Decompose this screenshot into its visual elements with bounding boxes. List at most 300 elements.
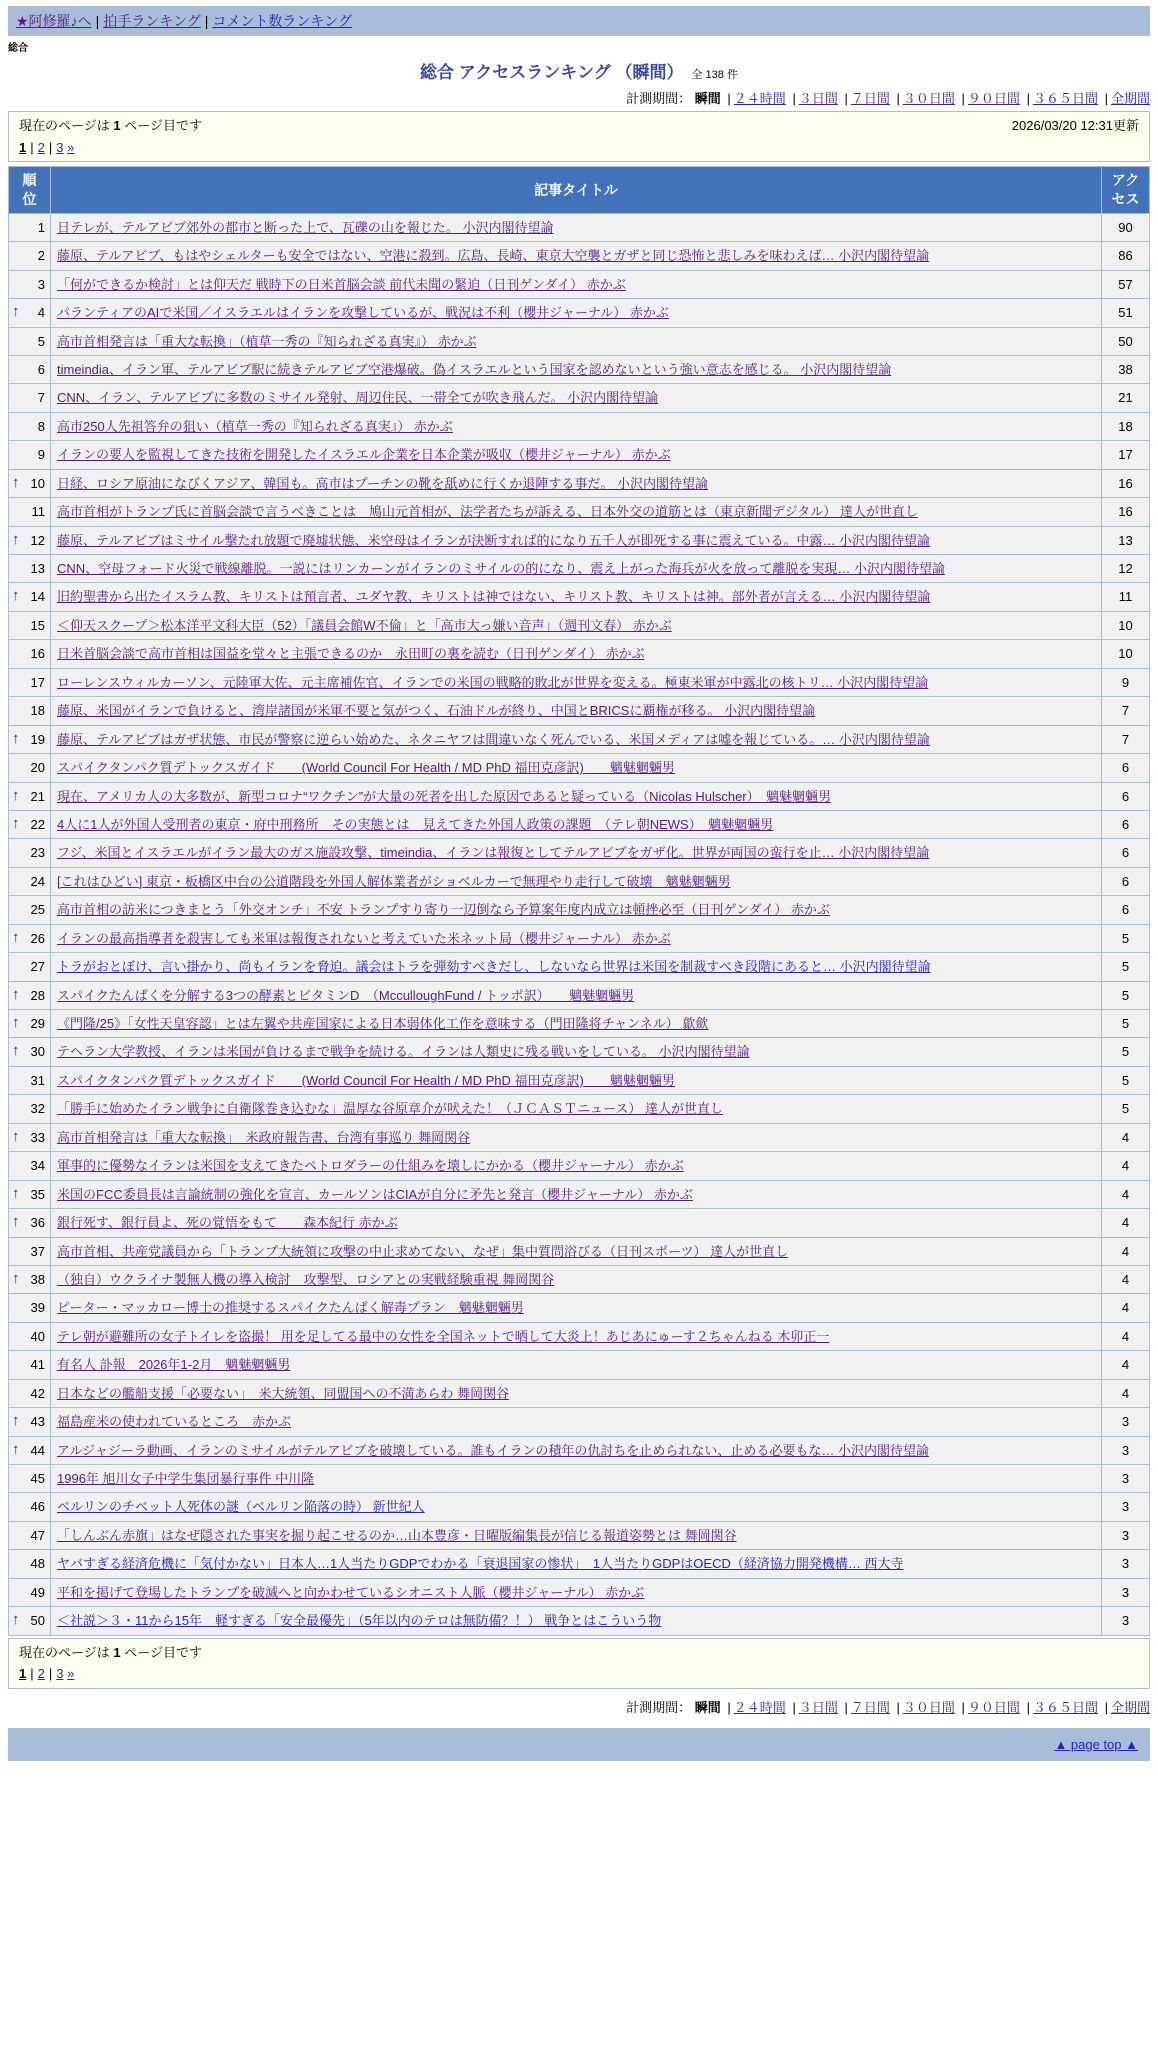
article-title-link[interactable]: 高市首相、共産党議員から「トランプ大統領に攻撃の中止求めてない、なぜ」集中質問浴びる（日刊スポーツ） 達人が世直し — [57, 1243, 789, 1259]
article-title-cell — [51, 213, 1102, 241]
topnav-link-clap-ranking[interactable]: 拍手ランキング — [103, 13, 201, 29]
rank-number: 10 — [30, 475, 45, 491]
rank-cell — [9, 1180, 51, 1208]
article-title-link[interactable]: 日米首脳会談で高市首相は国益を堂々と主張できるのか 永田町の裏を読む（日刊ゲンダイ） 赤かぶ — [57, 646, 645, 662]
rank-cell — [9, 839, 51, 867]
page-link-3[interactable]: 3 — [56, 139, 64, 155]
ranking-row — [9, 1493, 1150, 1521]
rank-cell — [9, 1465, 51, 1493]
rank-up-arrow-icon: ↑ — [12, 786, 20, 804]
article-title-link[interactable]: 藤原、テルアビブはガザ状態、市民が警察に逆らい始めた、ネタニヤフは間違いなく死んでいる、米国メディアは嘘を報じている。… 小沢内閣待望論 — [57, 731, 930, 747]
ranking-row — [9, 441, 1150, 469]
rank-cell — [9, 810, 51, 838]
article-title-link[interactable]: （独自）ウクライナ製無人機の導入検討 攻撃型、ロシアとの実戦経験重視 舞岡関谷 — [57, 1271, 555, 1287]
article-title-cell — [51, 924, 1102, 952]
topnav-separator: | — [204, 13, 209, 29]
article-title-link[interactable]: 高市250人先祖答弁の狙い（植草一秀の『知られざる真実』） 赤かぶ — [57, 418, 453, 434]
ranking-table-body — [9, 213, 1150, 1635]
article-title-cell — [51, 1465, 1102, 1493]
article-title-link[interactable]: 1996年 旭川女子中学生集団暴行事件 中川隆 — [57, 1471, 315, 1487]
ranking-row — [9, 640, 1150, 668]
ranking-row — [9, 867, 1150, 895]
article-title-link[interactable]: アルジャジーラ動画、イランのミサイルがテルアビブを破壊している。誰もイランの積年の仇討ちを止められない、止める必要もな… 小沢内閣待望論 — [57, 1442, 929, 1458]
period-current: 瞬間 — [694, 91, 721, 106]
article-title-link[interactable]: テレ朝が避難所の女子トイレを盗撮！ 用を足してる最中の女性を全国ネットで晒して大炎上！あじあにゅーす２ちゃんねる 木卯正一 — [57, 1328, 830, 1344]
ranking-row — [9, 611, 1150, 639]
period-option-365d[interactable]: ３６５日間 — [1032, 1699, 1098, 1715]
article-title-cell — [51, 697, 1102, 725]
ranking-row — [9, 782, 1150, 810]
article-title-cell — [51, 1294, 1102, 1322]
article-title-link[interactable]: 《門隆/25》「女性天皇容認」とは左翼や共産国家による日本弱体化工作を意味する（門田隆将チャンネル） 歙歛 — [57, 1016, 709, 1032]
rank-cell — [9, 924, 51, 952]
ranking-row — [9, 697, 1150, 725]
ranking-row — [9, 1294, 1150, 1322]
article-title-cell — [51, 810, 1102, 838]
access-count: 6 — [1102, 896, 1150, 924]
access-count: 11 — [1102, 583, 1150, 611]
ranking-row — [9, 498, 1150, 526]
rank-number: 45 — [30, 1471, 45, 1487]
period-option-24h[interactable]: ２４時間 — [733, 91, 786, 106]
article-title-link[interactable]: トラがおとぼけ、言い掛かり、尚もイランを脅迫。議会はトラを弾劾すべきだし、しないなら世界は米国を制裁すべき段階にあると… 小沢内閣待望論 — [57, 959, 931, 975]
article-title-link[interactable]: 日テレが、テルアビブ郊外の都市と断った上で、瓦礫の山を報じた。 小沢内閣待望論 — [57, 219, 554, 235]
ranking-row — [9, 355, 1150, 383]
rank-number: 30 — [30, 1044, 45, 1060]
ranking-table — [8, 166, 1150, 1636]
ranking-row — [9, 526, 1150, 554]
rank-number: 24 — [30, 873, 45, 889]
rank-cell — [9, 1578, 51, 1606]
article-title-cell — [51, 441, 1102, 469]
article-title-link[interactable]: 藤原、米国がイランで負けると、湾岸諸国が米軍不要と気がつく、石油ドルが終り、中国とBRICSに覇権が移る。 小沢内閣待望論 — [57, 703, 816, 719]
period-option-90d[interactable]: ９０日間 — [967, 1699, 1020, 1715]
article-title-cell — [51, 1123, 1102, 1151]
period-option-7d[interactable]: ７日間 — [850, 1699, 890, 1715]
ranking-row — [9, 555, 1150, 583]
article-title-link[interactable]: イランの要人を監視してきた技術を開発したイスラエル企業を日本企業が吸収（櫻井ジャーナル） 赤かぶ — [57, 447, 671, 463]
article-title-cell — [51, 1521, 1102, 1549]
period-option-30d[interactable]: ３０日間 — [902, 1699, 955, 1715]
article-title-cell — [51, 384, 1102, 412]
period-option-3d[interactable]: ３日間 — [798, 91, 838, 106]
rank-cell — [9, 981, 51, 1009]
rank-cell — [9, 1010, 51, 1038]
article-title-link[interactable]: 4人に1人が外国人受刑者の東京・府中刑務所 その実態とは 見えてきた外国人政策の課題 （テレ朝NEWS） 魑魅魍魎男 — [57, 816, 774, 832]
article-title-cell — [51, 839, 1102, 867]
rank-number: 9 — [37, 447, 45, 463]
period-current: 瞬間 — [694, 1699, 721, 1715]
ranking-row — [9, 1237, 1150, 1265]
rank-up-arrow-icon: ↑ — [12, 1213, 20, 1231]
access-count: 90 — [1102, 213, 1150, 241]
rank-number: 26 — [30, 930, 45, 946]
rank-up-arrow-icon: ↑ — [12, 1412, 20, 1430]
article-title-cell — [51, 469, 1102, 497]
ranking-row — [9, 1152, 1150, 1180]
access-column-header: アクセス — [1102, 167, 1150, 214]
article-title-link[interactable]: スパイクタンパク質デトックスガイド (World Council For Health / MD PhD 福田克彦訳) 魑魅魍魎男 — [57, 1072, 675, 1088]
table-header-row — [9, 167, 1150, 214]
article-title-link[interactable]: 高市首相発言は「重大な転換」（植草一秀の『知られざる真実』） 赤かぶ — [57, 333, 477, 349]
article-title-cell — [51, 981, 1102, 1009]
rank-cell — [9, 555, 51, 583]
rank-cell — [9, 611, 51, 639]
ranking-row — [9, 1521, 1150, 1549]
rank-cell — [9, 469, 51, 497]
rank-up-arrow-icon: ↑ — [12, 985, 20, 1003]
rank-number: 31 — [30, 1072, 45, 1088]
article-title-link[interactable]: 現在、アメリカ人の大多数が、新型コロナ“ワクチン”が大量の死者を出した原因であると疑っている（Nicolas Hulscher） 魑魅魍魎男 — [57, 788, 832, 804]
rank-cell — [9, 867, 51, 895]
article-title-cell — [51, 555, 1102, 583]
access-count: 6 — [1102, 754, 1150, 782]
ranking-row — [9, 1465, 1150, 1493]
access-count: 50 — [1102, 327, 1150, 355]
article-title-link[interactable]: イランの最高指導者を殺害しても米軍は報復されないと考えていた米ネット局（櫻井ジャーナル） 赤かぶ — [57, 930, 671, 946]
period-option-30d[interactable]: ３０日間 — [902, 91, 955, 106]
article-title-link[interactable]: 日経、ロシア原油になびくアジア、韓国も。高市はプーチンの靴を舐めに行くか退陣する事だ。 小沢内閣待望論 — [57, 475, 709, 491]
rank-number: 19 — [30, 731, 45, 747]
current-page-text: 現在のページは 1 ページ目です — [19, 118, 202, 133]
page-link-2[interactable]: 2 — [37, 1666, 45, 1682]
rank-number: 41 — [30, 1357, 45, 1373]
page-title: 総合 アクセスランキング （瞬間） — [420, 63, 684, 82]
access-count: 3 — [1102, 1408, 1150, 1436]
access-count: 6 — [1102, 839, 1150, 867]
rank-number: 1 — [37, 219, 45, 235]
topnav-link-comment-ranking[interactable]: コメント数ランキング — [212, 13, 353, 29]
rank-cell — [9, 1351, 51, 1379]
rank-number: 4 — [37, 305, 45, 321]
article-title-cell — [51, 412, 1102, 440]
rank-up-arrow-icon: ↑ — [12, 928, 20, 946]
access-count: 3 — [1102, 1436, 1150, 1464]
article-title-link[interactable]: 高市首相の訪米につきまとう「外交オンチ」不安 トランプすり寄り一辺倒なら予算案年度内成立は頓挫必至（日刊ゲンダイ） 赤かぶ — [57, 902, 830, 918]
rank-number: 29 — [30, 1016, 45, 1032]
ranking-row — [9, 1038, 1150, 1066]
rank-number: 38 — [30, 1271, 45, 1287]
access-count: 4 — [1102, 1152, 1150, 1180]
article-title-link[interactable]: テヘラン大学教授、イランは米国が負けるまで戦争を続ける。イランは人類史に残る戦いをしている。 小沢内閣待望論 — [57, 1044, 750, 1060]
article-title-cell — [51, 1493, 1102, 1521]
ranking-row — [9, 1436, 1150, 1464]
ranking-row — [9, 981, 1150, 1009]
access-count: 18 — [1102, 412, 1150, 440]
rank-cell — [9, 1521, 51, 1549]
access-count: 7 — [1102, 697, 1150, 725]
page-link-1-current[interactable]: 1 — [19, 1666, 27, 1682]
rank-cell — [9, 441, 51, 469]
next-page-link[interactable]: » — [67, 139, 75, 155]
article-title-link[interactable]: 旧約聖書から出たイスラム教、キリストは預言者、ユダヤ教、キリストは神ではない、キリスト教、キリストは神。部外者が言える… 小沢内閣待望論 — [57, 589, 931, 605]
rank-number: 2 — [37, 248, 45, 264]
rank-cell — [9, 242, 51, 270]
pager-box-top — [8, 111, 1150, 162]
ranking-row — [9, 1010, 1150, 1038]
article-title-link[interactable]: ローレンスウィルカーソン、元陸軍大佐、元主席補佐官、イランでの米国の戦略的敗北が世界を変える。極東米軍が中露北の核トリ… 小沢内閣待望論 — [57, 674, 929, 690]
rank-cell — [9, 270, 51, 298]
period-label: 計測期間： — [626, 91, 692, 106]
article-title-link[interactable]: 日本などの艦船支援「必要ない」 米大統領、同盟国への不満あらわ 舞岡関谷 — [57, 1385, 510, 1401]
rank-number: 14 — [30, 589, 45, 605]
access-count: 5 — [1102, 924, 1150, 952]
period-option-all[interactable]: 全期間 — [1110, 1699, 1150, 1715]
article-title-cell — [51, 1436, 1102, 1464]
rank-cell — [9, 1066, 51, 1094]
ranking-row — [9, 1550, 1150, 1578]
article-title-link[interactable]: スパイクタンパク質デトックスガイド (World Council For Health / MD PhD 福田克彦訳) 魑魅魍魎男 — [57, 760, 675, 776]
rank-up-arrow-icon: ↑ — [12, 587, 20, 605]
access-count: 5 — [1102, 981, 1150, 1009]
article-title-link[interactable]: スパイクたんぱくを分解する3つの酵素とビタミンD （McculloughFund / トッポ訳） 魑魅魍魎男 — [57, 987, 635, 1003]
article-title-link[interactable]: 「勝手に始めたイラン戦争に自衛隊巻き込むな」温厚な谷原章介が吠えた！（ＪＣＡＳＴニュース） 達人が世直し — [57, 1101, 723, 1117]
rank-cell — [9, 640, 51, 668]
rank-cell — [9, 754, 51, 782]
ranking-row — [9, 1095, 1150, 1123]
article-title-link[interactable]: フジ、米国とイスラエルがイラン最大のガス施設攻撃、timeindia、イランは報復としてテルアビブをガザ化。世界が両国の蛮行を止… 小沢内閣待望論 — [57, 845, 930, 861]
article-title-link[interactable]: 福島産米の使われているところ 赤かぶ — [57, 1414, 292, 1430]
rank-cell — [9, 327, 51, 355]
access-count: 4 — [1102, 1351, 1150, 1379]
rank-cell — [9, 1436, 51, 1464]
ranking-row — [9, 327, 1150, 355]
article-title-cell — [51, 611, 1102, 639]
article-title-link[interactable]: ベルリンのチベット人死体の謎（ベルリン陥落の時） 新世紀人 — [57, 1499, 425, 1515]
article-title-link[interactable]: 銀行死す、銀行員よ、死の覚悟をもて 森本紀行 赤かぶ — [57, 1215, 398, 1231]
article-title-link[interactable]: ヤバすぎる経済危機に「気付かない」日本人…1人当たりGDPでわかる「衰退国家の惨状」 1人当たりGDPはOECD（経済協力開発機構… 西大寺 — [57, 1556, 904, 1572]
article-title-cell — [51, 1095, 1102, 1123]
access-count: 4 — [1102, 1322, 1150, 1350]
access-count: 4 — [1102, 1379, 1150, 1407]
article-title-cell — [51, 1550, 1102, 1578]
rank-cell — [9, 1152, 51, 1180]
rank-up-arrow-icon: ↑ — [12, 1042, 20, 1060]
rank-cell — [9, 412, 51, 440]
rank-number: 49 — [30, 1584, 45, 1600]
top-nav-bar — [8, 6, 1150, 36]
period-option-365d[interactable]: ３６５日間 — [1032, 91, 1098, 106]
article-title-cell — [51, 867, 1102, 895]
access-count: 86 — [1102, 242, 1150, 270]
article-title-link[interactable]: 「何ができるか検討」とは仰天だ 戦時下の日米首脳会談 前代未聞の緊迫（日刊ゲンダイ） 赤かぶ — [57, 276, 626, 292]
rank-cell — [9, 782, 51, 810]
rank-up-arrow-icon: ↑ — [12, 1440, 20, 1458]
access-count: 3 — [1102, 1578, 1150, 1606]
rank-cell — [9, 896, 51, 924]
access-count: 51 — [1102, 299, 1150, 327]
rank-cell — [9, 1493, 51, 1521]
rank-number: 17 — [30, 674, 45, 690]
article-title-cell — [51, 1607, 1102, 1635]
article-title-cell — [51, 1379, 1102, 1407]
article-title-link[interactable]: 平和を掲げて登場したトランプを破滅へと向かわせているシオニスト人脈（櫻井ジャーナル） 赤かぶ — [57, 1584, 645, 1600]
ranking-row — [9, 754, 1150, 782]
access-count: 4 — [1102, 1123, 1150, 1151]
rank-number: 46 — [30, 1499, 45, 1515]
article-title-cell — [51, 1578, 1102, 1606]
article-title-cell — [51, 1066, 1102, 1094]
pagination-bottom: 1 | 2 | 3 » — [19, 1666, 75, 1682]
bottom-bar — [8, 1728, 1150, 1761]
rank-cell — [9, 1550, 51, 1578]
page-link-1-current[interactable]: 1 — [19, 139, 27, 155]
ranking-row — [9, 1180, 1150, 1208]
article-title-link[interactable]: [これはひどい] 東京・板橋区中台の公道階段を外国人解体業者がショベルカーで無理やり走行して破壊 魑魅魍魎男 — [57, 873, 731, 889]
ranking-row — [9, 924, 1150, 952]
ranking-row — [9, 953, 1150, 981]
rank-number: 22 — [30, 816, 45, 832]
period-option-3d[interactable]: ３日間 — [798, 1699, 838, 1715]
article-title-cell — [51, 640, 1102, 668]
page-title-row — [8, 58, 1150, 83]
article-title-link[interactable]: 米国のFCC委員長は言論統制の強化を宣言、カールソンはCIAが自分に矛先と発言（櫻井ジャーナル） 赤かぶ — [57, 1186, 693, 1202]
ranking-row — [9, 1322, 1150, 1350]
rank-up-arrow-icon: ↑ — [12, 729, 20, 747]
access-count: 16 — [1102, 469, 1150, 497]
rank-up-arrow-icon: ↑ — [12, 1127, 20, 1145]
rank-number: 44 — [30, 1442, 45, 1458]
rank-cell — [9, 697, 51, 725]
article-title-link[interactable]: ＜社説＞３・11から15年 軽すぎる「安全最優先」（5年以内のテロは無防備？！） 戦争とはこういう物 — [57, 1613, 662, 1629]
rank-number: 28 — [30, 987, 45, 1003]
rank-cell — [9, 1265, 51, 1293]
ranking-row — [9, 896, 1150, 924]
article-title-link[interactable]: パランティアのAIで米国／イスラエルはイランを攻撃しているが、戦況は不利（櫻井ジャーナル） 赤かぶ — [57, 305, 669, 321]
article-title-cell — [51, 355, 1102, 383]
article-title-cell — [51, 299, 1102, 327]
article-title-link[interactable]: 軍事的に優勢なイランは米国を支えてきたペトロダラーの仕組みを壊しにかかる（櫻井ジャーナル） 赤かぶ — [57, 1158, 684, 1174]
access-count: 4 — [1102, 1265, 1150, 1293]
ranking-row — [9, 412, 1150, 440]
rank-number: 50 — [30, 1613, 45, 1629]
article-title-cell — [51, 242, 1102, 270]
page-link-2[interactable]: 2 — [37, 139, 45, 155]
rank-cell — [9, 526, 51, 554]
article-title-link[interactable]: ＜仰天スクープ＞松本洋平文科大臣（52）「議員会館W不倫」と「高市大っ嫌い音声」（週刊文春） 赤かぶ — [57, 617, 672, 633]
rank-column-header: 順位 — [9, 167, 51, 214]
article-title-cell — [51, 1209, 1102, 1237]
ranking-row — [9, 1066, 1150, 1094]
period-label: 計測期間： — [626, 1699, 692, 1715]
article-title-cell — [51, 1408, 1102, 1436]
article-title-link[interactable]: ピーター・マッカロー博士の推奨するスパイクたんぱく解毒プラン 魑魅魍魎男 — [57, 1300, 524, 1316]
article-title-cell — [51, 1180, 1102, 1208]
period-option-7d[interactable]: ７日間 — [850, 91, 890, 106]
article-title-link[interactable]: 藤原、テルアビブはミサイル撃たれ放題で廃墟状態、米空母はイランが決断すれば的になり五千人が即死する事に震えている。中露… 小沢内閣待望論 — [57, 532, 931, 548]
period-selector-top: 計測期間： 瞬間 | ２４時間 | ３日間 | ７日間 | ３０日間 | ９０日間 | ３６５日間 | 全期間 — [626, 91, 1150, 106]
article-title-link[interactable]: timeindia、イラン軍、テルアビブ駅に続きテルアビブ空港爆破。偽イスラエルという国家を認めないという強い意志を感じる。 小沢内閣待望論 — [57, 361, 892, 377]
rank-number: 5 — [37, 333, 45, 349]
rank-number: 48 — [30, 1556, 45, 1572]
rank-cell — [9, 213, 51, 241]
rank-number: 32 — [30, 1101, 45, 1117]
rank-number: 43 — [30, 1414, 45, 1430]
period-option-90d[interactable]: ９０日間 — [967, 91, 1020, 106]
article-title-link[interactable]: 高市首相がトランプ氏に首脳会談で言うべきことは 鳩山元首相が、法学者たちが訴える、日本外交の道筋とは（東京新聞デジタル） 達人が世直し — [57, 504, 918, 520]
title-column-header: 記事タイトル — [51, 167, 1102, 214]
ranking-row — [9, 1123, 1150, 1151]
article-title-link[interactable]: 高市首相発言は「重大な転換」 米政府報告書、台湾有事巡り 舞岡関谷 — [57, 1129, 471, 1145]
article-title-cell — [51, 1152, 1102, 1180]
page-link-3[interactable]: 3 — [56, 1666, 64, 1682]
article-title-link[interactable]: CNN、空母フォード火災で戦線離脱。一説にはリンカーンがイランのミサイルの的になり、震え上がった海兵が火を放って離脱を実現… 小沢内閣待望論 — [57, 561, 945, 577]
ranking-row — [9, 1351, 1150, 1379]
rank-number: 7 — [37, 390, 45, 406]
topnav-separator: | — [95, 13, 100, 29]
rank-up-arrow-icon: ↑ — [12, 1611, 20, 1629]
access-count: 9 — [1102, 668, 1150, 696]
article-title-cell — [51, 896, 1102, 924]
rank-cell — [9, 384, 51, 412]
rank-number: 11 — [31, 504, 45, 520]
ranking-row — [9, 583, 1150, 611]
article-title-cell — [51, 1038, 1102, 1066]
rank-number: 13 — [30, 561, 45, 577]
article-title-cell — [51, 1351, 1102, 1379]
rank-up-arrow-icon: ↑ — [12, 1014, 20, 1032]
rank-up-arrow-icon: ↑ — [12, 473, 20, 491]
ranking-row — [9, 1408, 1150, 1436]
article-title-cell — [51, 668, 1102, 696]
article-title-cell — [51, 1237, 1102, 1265]
rank-up-arrow-icon: ↑ — [12, 303, 20, 321]
next-page-link[interactable]: » — [67, 1666, 75, 1682]
period-option-24h[interactable]: ２４時間 — [733, 1699, 786, 1715]
access-count: 21 — [1102, 384, 1150, 412]
rank-cell — [9, 1209, 51, 1237]
article-title-link[interactable]: 有名人 訃報 2026年1-2月 魑魅魍魎男 — [57, 1357, 291, 1373]
ranking-row — [9, 668, 1150, 696]
topnav-link-asyura-home[interactable]: ★阿修羅♪へ — [16, 13, 92, 29]
rank-number: 40 — [30, 1328, 45, 1344]
rank-cell — [9, 1237, 51, 1265]
access-count: 10 — [1102, 640, 1150, 668]
rank-number: 8 — [37, 418, 45, 434]
rank-cell — [9, 1322, 51, 1350]
article-title-link[interactable]: 「しんぶん赤旗」はなぜ隠された事実を掘り起こせるのか…山本豊彦・日曜版編集長が信じる報道姿勢とは 舞岡関谷 — [57, 1527, 737, 1543]
rank-cell — [9, 1095, 51, 1123]
article-title-cell — [51, 327, 1102, 355]
access-count: 13 — [1102, 526, 1150, 554]
access-count: 10 — [1102, 611, 1150, 639]
section-label: 総合 — [8, 43, 28, 54]
article-title-cell — [51, 498, 1102, 526]
access-count: 5 — [1102, 953, 1150, 981]
rank-cell — [9, 355, 51, 383]
period-option-all[interactable]: 全期間 — [1110, 91, 1150, 106]
access-count: 5 — [1102, 1095, 1150, 1123]
article-title-link[interactable]: 藤原、テルアビブ、もはやシェルターも安全ではない、空港に殺到。広島、長崎、東京大空襲とガザと同じ恐怖と悲しみを味わえば… 小沢内閣待望論 — [57, 248, 930, 264]
ranking-row — [9, 1578, 1150, 1606]
ranking-row — [9, 1265, 1150, 1293]
current-page-text: 現在のページは 1 ページ目です — [19, 1644, 202, 1660]
access-count: 5 — [1102, 1066, 1150, 1094]
rank-number: 12 — [30, 532, 45, 548]
rank-number: 23 — [30, 845, 45, 861]
article-title-cell — [51, 782, 1102, 810]
rank-number: 21 — [30, 788, 45, 804]
rank-number: 39 — [30, 1300, 45, 1316]
rank-cell — [9, 1607, 51, 1635]
access-count: 3 — [1102, 1521, 1150, 1549]
ranking-row — [9, 384, 1150, 412]
article-title-cell — [51, 1010, 1102, 1038]
article-title-cell — [51, 583, 1102, 611]
article-title-link[interactable]: CNN、イラン、テルアビブに多数のミサイル発射、周辺住民、一帯全てが吹き飛んだ。 小沢内閣待望論 — [57, 390, 659, 406]
page-top-link[interactable]: ▲ page top ▲ — [1054, 1736, 1138, 1752]
pager-box-bottom — [8, 1638, 1150, 1689]
